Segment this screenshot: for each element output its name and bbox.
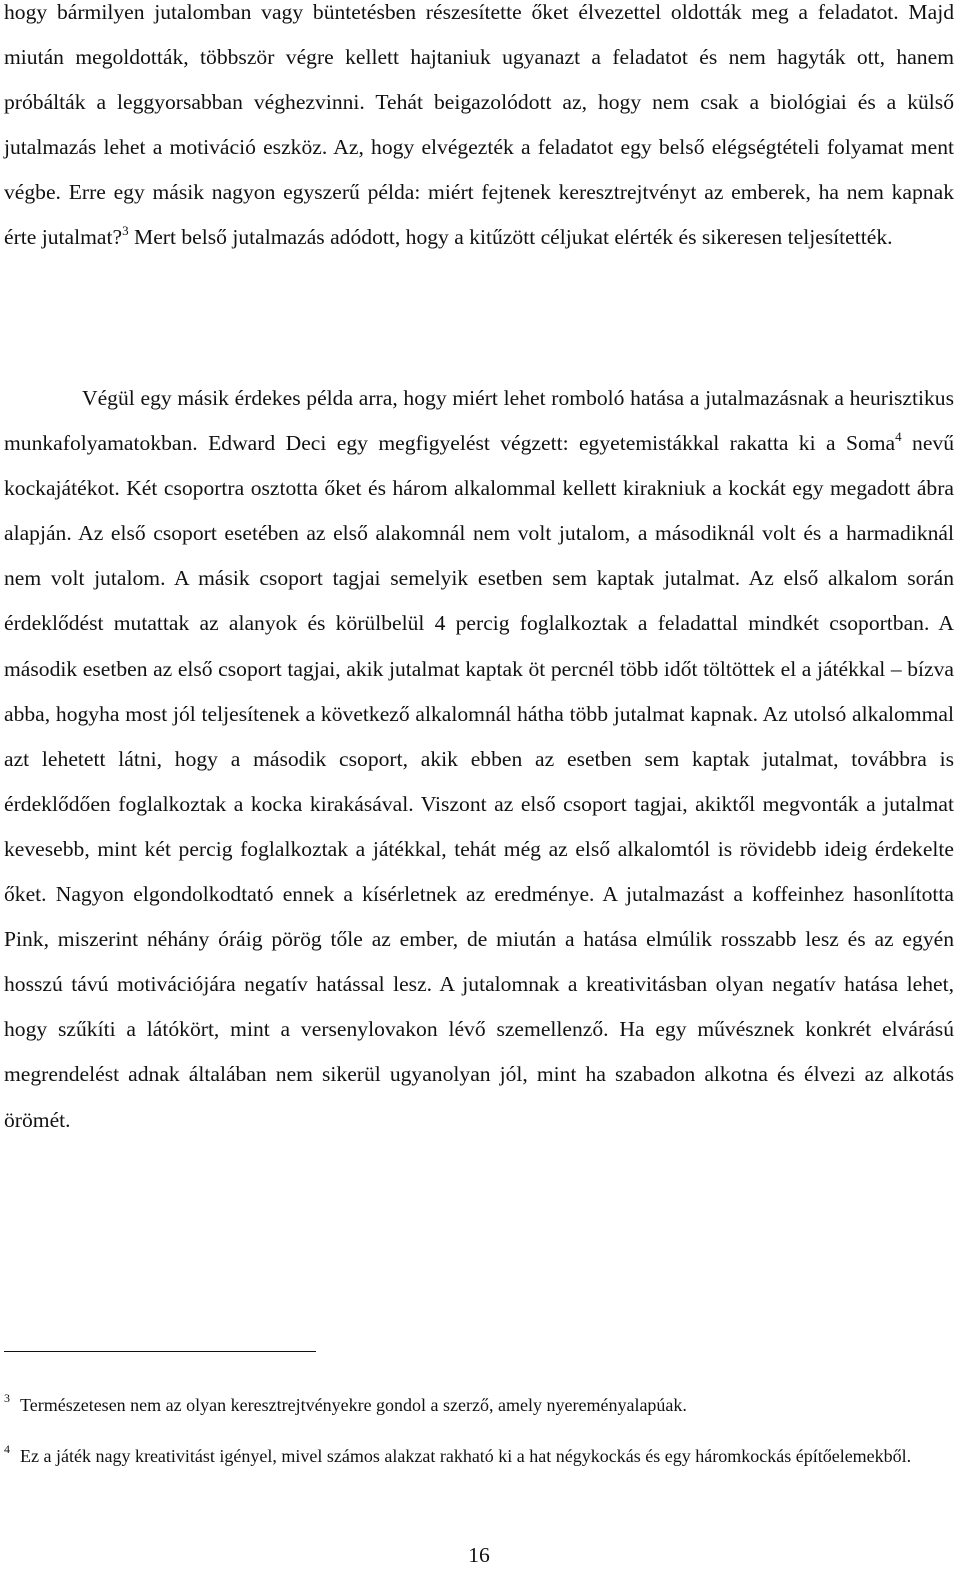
footnote-reference-4: 4	[895, 429, 902, 445]
paragraph-text: Mert belső jutalmazás adódott, hogy a kitűzött céljukat elérték és sikeresen teljesítették.	[128, 225, 893, 250]
body-paragraph-1	[4, 0, 954, 261]
footnote-text: Természetesen nem az olyan keresztrejtvényekre gondol a szerző, amely nyereményalapúak.	[20, 1395, 687, 1415]
footnote-reference-3: 3	[122, 223, 129, 239]
body-paragraph-2	[4, 376, 954, 1143]
footnote-3	[4, 1392, 954, 1418]
paragraph-text: Végül egy másik érdekes példa arra, hogy miért lehet romboló hatása a jutalmazásnak a heurisztikus munkafolyamatokban. Edward Deci egy megfigyelést végzett: egyetemistákkal rakatta ki a Soma	[4, 386, 954, 456]
footnote-text: Ez a játék nagy kreativitást igényel, mivel számos alakzat rakható ki a hat négykockás és egy háromkockás építőelemekből.	[20, 1446, 912, 1466]
paragraph-text: nevű kockajátékot. Két csoportra osztotta őket és három alkalommal kellett kirakniuk a kockát egy megadott ábra alapján. Az első csoport esetében az első alakomnál nem volt jutalom, a másodiknál volt és a harmadiknál nem volt jutalom. A másik csoport tagjai semelyik esetben sem kaptak jutalmat. Az első alkalom során érdeklődést mutattak az alanyok és körülbelül 4 percig foglalkoztak a feladattal mindkét csoportban. A második esetben az első csoport tagjai, akik jutalmat kaptak öt percnél több időt töltöttek el a játékkal – bízva abba, hogyha most jól teljesítenek a következő alkalomnál hátha több jutalmat kapnak. Az utolsó alkalommal azt lehetett látni, hogy a második csoport, akik ebben az esetben sem kaptak jutalmat, továbbra is érdeklődően foglalkoztak a kocka kirakásával. Viszont az első csoport tagjai, akiktől megvonták a jutalmat kevesebb, mint két percig foglalkoztak a játékkal, tehát még az első alkalomtól is rövidebb ideig érdekelte őket. Nagyon elgondolkodtató ennek a kísérletnek az eredménye. A jutalmazást a koffeinhez hasonlította Pink, miszerint néhány óráig pörög tőle az ember, de miután a hatása elmúlik rosszabb lesz és az egyén hosszú távú motivációjára negatív hatással lesz. A jutalomnak a kreativitásban olyan negatív hatása lehet, hogy szűkíti a látókört, mint a versenylovakon lévő szemellenző. Ha egy művésznek konkrét elvárású megrendelést adnak általában nem sikerül ugyanolyan jól, mint ha szabadon alkotna és élvezi az alkotás örömét.	[4, 431, 955, 1132]
document-page	[4, 0, 954, 1572]
footnote-number: 4	[4, 1442, 10, 1456]
page-number: 16	[468, 1543, 490, 1567]
paragraph-text: hogy bármilyen jutalomban vagy büntetésben részesítette őket élvezettel oldották meg a feladatot. Majd miután megoldották, többször végre kellett hajtaniuk ugyanazt a feladatot és nem hagyták ott, hanem próbálták a leggyorsabban véghezvinni. Tehát beigazolódott az, hogy nem csak a biológiai és a külső jutalmazás lehet a motiváció eszköz. Az, hogy elvégezték a feladatot egy belső elégségtételi folyamat ment végbe. Erre egy másik nagyon egyszerű példa: miért fejtenek keresztrejtvényt az emberek, ha nem kapnak érte jutalmat?	[4, 0, 954, 250]
footnote-separator	[4, 1351, 316, 1352]
footnote-number: 3	[4, 1391, 10, 1405]
footnote-4	[4, 1443, 954, 1469]
